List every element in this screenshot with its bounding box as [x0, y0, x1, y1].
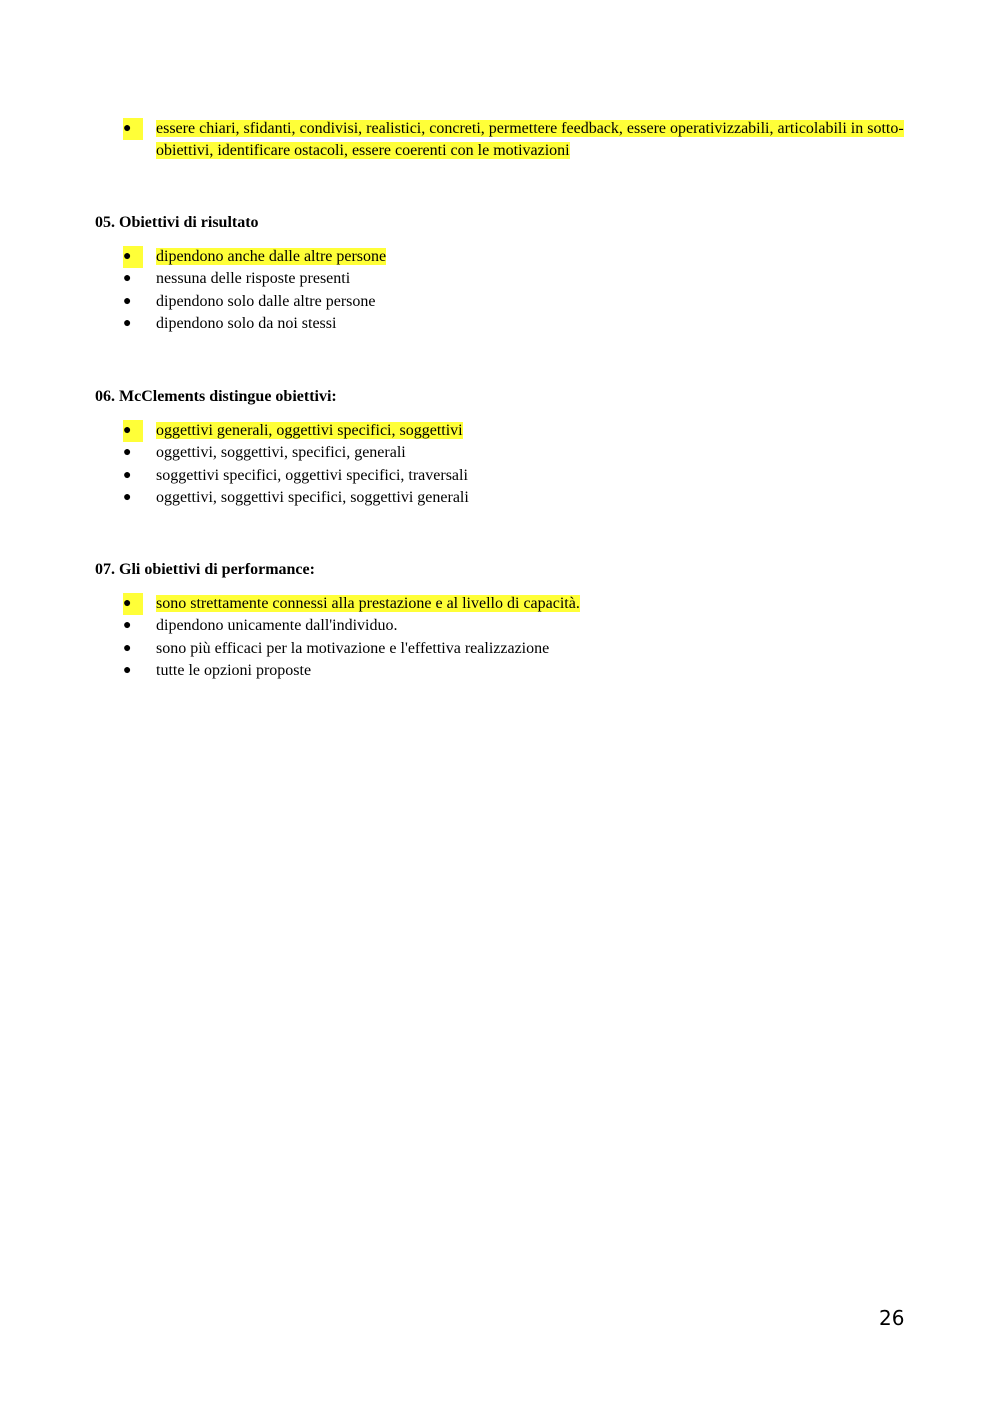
answer-item — [95, 268, 905, 290]
bullet-icon: ● — [123, 467, 132, 483]
answer-list — [95, 118, 905, 163]
bullet-icon: ● — [123, 618, 132, 634]
bullet-icon: ● — [123, 640, 132, 656]
bullet-icon: ● — [123, 316, 132, 332]
bullet-icon: ● — [123, 490, 132, 506]
bullet-icon: ● — [123, 593, 143, 615]
question-06 — [95, 386, 905, 510]
answer-list — [95, 593, 905, 683]
answer-item-correct — [95, 118, 905, 163]
answer-item — [95, 442, 905, 464]
question-title: 07. Gli obiettivi di performance: — [95, 561, 315, 578]
answer-text: tutte le opzioni proposte — [156, 662, 312, 680]
previous-question-tail — [95, 118, 905, 163]
question-05 — [95, 212, 905, 336]
answer-item — [95, 465, 905, 487]
answer-text: oggettivi generali, oggettivi specifici, soggettivi — [156, 422, 463, 439]
answer-item — [95, 487, 905, 509]
answer-text: oggettivi, soggettivi specifici, soggettivi generali — [156, 489, 469, 507]
answer-text: sono più efficaci per la motivazione e l'effettiva realizzazione — [156, 639, 550, 657]
bullet-icon: ● — [123, 246, 143, 268]
answer-text: sono strettamente connessi alla prestazione e al livello di capacità. — [156, 595, 580, 612]
bullet-icon: ● — [123, 271, 132, 287]
answer-list — [95, 420, 905, 510]
bullet-icon: ● — [123, 420, 143, 442]
answer-item-correct — [95, 420, 905, 442]
bullet-icon: ● — [123, 118, 143, 140]
answer-item — [95, 638, 905, 660]
answer-text: dipendono anche dalle altre persone — [156, 248, 387, 265]
answer-item — [95, 291, 905, 313]
answer-item — [95, 313, 905, 335]
answer-list — [95, 246, 905, 336]
page-number: 26 — [879, 1306, 905, 1330]
answer-item-correct — [95, 593, 905, 615]
answer-item — [95, 615, 905, 637]
question-title: 06. McClements distingue obiettivi: — [95, 388, 337, 405]
answer-text: soggettivi specifici, oggettivi specifici, traversali — [156, 466, 468, 484]
answer-text: dipendono solo dalle altre persone — [156, 292, 376, 310]
bullet-icon: ● — [123, 663, 132, 679]
answer-item — [95, 660, 905, 682]
answer-text: dipendono unicamente dall'individuo. — [156, 617, 398, 635]
answer-item-correct — [95, 246, 905, 268]
answer-text: nessuna delle risposte presenti — [156, 270, 351, 288]
answer-text: dipendono solo da noi stessi — [156, 315, 337, 333]
question-07 — [95, 559, 905, 683]
answer-text: oggettivi, soggettivi, specifici, generali — [156, 444, 406, 462]
bullet-icon: ● — [123, 293, 132, 309]
question-title: 05. Obiettivi di risultato — [95, 214, 259, 231]
bullet-icon: ● — [123, 445, 132, 461]
answer-text: essere chiari, sfidanti, condivisi, realistici, concreti, permettere feedback, essere operativizzabili, articolabili in sotto-obiettivi, identificare ostacoli, essere coerenti con le motivazioni — [156, 120, 904, 160]
